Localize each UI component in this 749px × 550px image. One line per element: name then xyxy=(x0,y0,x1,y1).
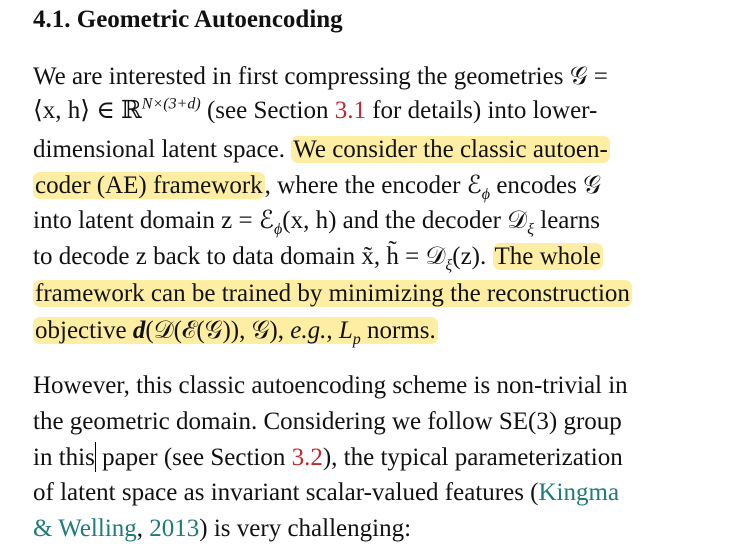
paragraph1-line7 xyxy=(33,277,632,311)
citation-link[interactable]: & Welling xyxy=(33,515,137,542)
text-span: ⟨x, h⟩ ∈ ℝ xyxy=(33,97,142,124)
superscript: N×(3+d) xyxy=(141,95,201,113)
paragraph2-line4 xyxy=(33,476,619,510)
subscript: ϕ xyxy=(274,221,283,238)
math-L: L xyxy=(338,317,353,344)
eg-italic: e.g. xyxy=(290,317,327,344)
section-ref-link[interactable]: 3.1 xyxy=(334,97,366,124)
paragraph1-line4 xyxy=(33,169,601,203)
text-span: We are interested in first compressing the geometries 𝒢 = xyxy=(33,63,608,90)
paragraph2-line5 xyxy=(33,512,411,546)
section-heading xyxy=(33,6,343,34)
citation-link[interactable]: Kingma xyxy=(538,479,620,506)
text-span: into latent domain z = ℰ xyxy=(33,207,274,234)
section-title: Geometric Autoencoding xyxy=(76,6,343,33)
text-span: , xyxy=(326,317,339,344)
text-span: in this xyxy=(33,444,95,471)
text-span: dimensional latent space. xyxy=(33,136,292,163)
text-span: However, this classic autoencoding scheme is non-trivial in xyxy=(33,372,628,399)
section-ref-link[interactable]: 3.2 xyxy=(291,444,323,471)
text-span: , where the encoder ℰ xyxy=(264,172,482,199)
section-number: 4.1. xyxy=(33,6,71,33)
citation-year-link[interactable]: 2013 xyxy=(149,515,200,542)
paragraph2-line3 xyxy=(33,441,623,475)
text-span: for details) into lower- xyxy=(365,97,598,124)
paragraph1-line3 xyxy=(33,133,610,167)
text-span: (𝒟(ℰ(𝒢)), 𝒢), xyxy=(145,317,291,344)
highlight[interactable]: The whole xyxy=(494,243,601,270)
paragraph1-line1 xyxy=(33,60,608,94)
math-d: d xyxy=(132,317,146,344)
paragraph1-line2 xyxy=(33,94,597,128)
text-span: the geometric domain. Considering we follow SE(3) group xyxy=(33,408,622,435)
paragraph2-line2 xyxy=(33,405,622,439)
text-span: (see Section xyxy=(200,97,335,124)
highlight[interactable]: framework can be trained by minimizing the reconstruction xyxy=(35,280,630,307)
text-span: (x, h) and the decoder 𝒟 xyxy=(282,207,528,234)
highlight[interactable]: coder (AE) framework xyxy=(35,172,263,199)
text-span: ), the typical parameterization xyxy=(322,444,623,471)
text-span: encodes 𝒢 xyxy=(490,172,601,199)
text-span: objective xyxy=(35,317,133,344)
subscript: p xyxy=(352,331,361,348)
subscript: ξ xyxy=(445,257,453,274)
text-span: of latent space as invariant scalar-valued features ( xyxy=(33,479,539,506)
text-span: learns xyxy=(534,207,600,234)
highlight[interactable]: We consider the classic autoen- xyxy=(293,136,608,163)
text-span: norms. xyxy=(360,317,436,344)
highlight[interactable] xyxy=(33,317,438,348)
text-span: ) is very challenging: xyxy=(199,515,412,542)
paragraph2-line1 xyxy=(33,369,628,403)
paragraph1-line8 xyxy=(33,314,438,348)
subscript: ϕ xyxy=(481,186,491,203)
text-span: (z). xyxy=(452,243,493,270)
paragraph1-line6 xyxy=(33,240,603,274)
text-span: to decode z back to data domain x̃, h̃ = 𝒟 xyxy=(33,243,446,270)
subscript: ξ xyxy=(527,221,534,238)
paragraph1-line5 xyxy=(33,204,600,238)
text-span: , xyxy=(136,515,150,542)
text-span: paper (see Section xyxy=(95,444,292,471)
